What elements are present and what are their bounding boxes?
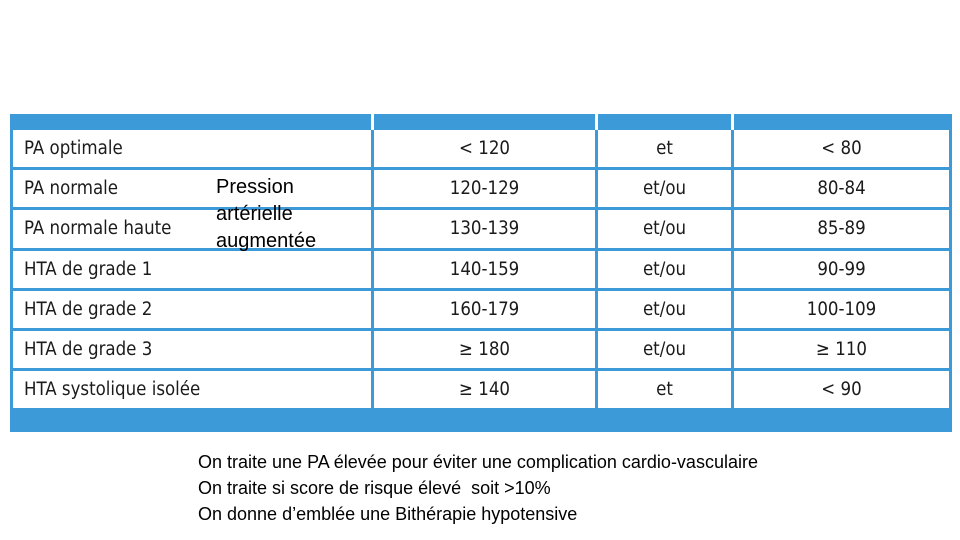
table-row bbox=[13, 130, 949, 170]
connector-cell: et/ou bbox=[598, 210, 734, 250]
connector-cell: et/ou bbox=[598, 251, 734, 291]
systolic-cell: 160-179 bbox=[374, 291, 598, 331]
table-row bbox=[13, 291, 949, 331]
diastolic-cell: 100-109 bbox=[734, 291, 949, 331]
overlay-line: Pression bbox=[216, 176, 294, 198]
diastolic-cell: 80-84 bbox=[734, 170, 949, 210]
note-line: On traite si score de risque élevé soit >10% bbox=[198, 478, 551, 498]
header-column-divider bbox=[595, 114, 598, 130]
connector-cell: et/ou bbox=[598, 291, 734, 331]
connector-cell: et/ou bbox=[598, 331, 734, 371]
table-row bbox=[13, 170, 949, 210]
note-line: On traite une PA élevée pour éviter une complication cardio-vasculaire bbox=[198, 452, 758, 472]
diastolic-cell: < 90 bbox=[734, 371, 949, 411]
table-row bbox=[13, 210, 949, 250]
systolic-cell: 120-129 bbox=[374, 170, 598, 210]
notes-block bbox=[198, 449, 758, 527]
table-row bbox=[13, 371, 949, 411]
category-cell: PA normale bbox=[13, 170, 374, 210]
table-header-band bbox=[10, 114, 952, 130]
overlay-line: artérielle bbox=[216, 203, 293, 225]
table-row bbox=[13, 331, 949, 371]
bp-table-body bbox=[13, 130, 949, 411]
bp-classification-table bbox=[10, 114, 952, 432]
category-cell: HTA de grade 3 bbox=[13, 331, 374, 371]
header-column-divider bbox=[731, 114, 734, 130]
category-cell: HTA de grade 2 bbox=[13, 291, 374, 331]
header-column-divider bbox=[371, 114, 374, 130]
systolic-cell: < 120 bbox=[374, 130, 598, 170]
diastolic-cell: 85-89 bbox=[734, 210, 949, 250]
category-cell: PA optimale bbox=[13, 130, 374, 170]
diastolic-cell: ≥ 110 bbox=[734, 331, 949, 371]
overlay-line: augmentée bbox=[216, 230, 317, 252]
systolic-cell: ≥ 180 bbox=[374, 331, 598, 371]
systolic-cell: 130-139 bbox=[374, 210, 598, 250]
systolic-cell: 140-159 bbox=[374, 251, 598, 291]
connector-cell: et bbox=[598, 371, 734, 411]
connector-cell: et/ou bbox=[598, 170, 734, 210]
connector-cell: et bbox=[598, 130, 734, 170]
note-line: On donne d’emblée une Bithérapie hypotensive bbox=[198, 504, 578, 524]
category-cell: HTA de grade 1 bbox=[13, 251, 374, 291]
systolic-cell: ≥ 140 bbox=[374, 371, 598, 411]
diastolic-cell: < 80 bbox=[734, 130, 949, 170]
category-cell: HTA systolique isolée bbox=[13, 371, 374, 411]
overlay-annotation bbox=[216, 174, 356, 255]
category-cell: PA normale haute bbox=[13, 210, 374, 250]
diastolic-cell: 90-99 bbox=[734, 251, 949, 291]
table-row bbox=[13, 251, 949, 291]
